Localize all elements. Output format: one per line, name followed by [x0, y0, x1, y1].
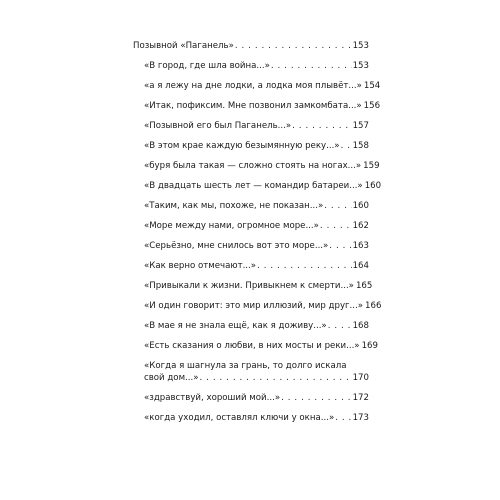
- toc-section-title: Позывной «Паганель»: [133, 41, 234, 51]
- toc-section: [133, 40, 369, 52]
- toc-entry: [133, 340, 378, 352]
- toc-entry-page: 157: [352, 121, 369, 131]
- toc-entry-title: «Есть сказания о любви, в них мосты и реки...»: [144, 341, 360, 351]
- toc-entry: [133, 260, 369, 272]
- toc-entry: [133, 300, 382, 312]
- toc-entry-page: 166: [365, 301, 382, 311]
- toc-entry-title: «Таким, как мы, похоже, не показан...»: [144, 201, 324, 211]
- dot-leader: [324, 200, 351, 212]
- toc-entry-title: «В этом крае каждую безымянную реку...»: [144, 141, 340, 151]
- dot-leader: [281, 392, 352, 404]
- toc-entry-page: 162: [352, 221, 369, 231]
- toc-entry: [133, 60, 369, 72]
- dot-leader: [335, 412, 351, 424]
- toc-entry: [133, 120, 369, 132]
- toc-entry-title: «Море между нами, огромное море...»: [144, 221, 319, 231]
- toc-entry-page: 170: [352, 373, 369, 383]
- dot-leader: [341, 140, 352, 152]
- toc-entry: [133, 200, 369, 212]
- dot-leader: [320, 220, 352, 232]
- toc-entry-title: «Привыкали к жизни. Привыкнем к смерти...»: [144, 281, 354, 291]
- toc-entry-page: 165: [355, 281, 373, 291]
- toc-entry-page: 160: [364, 181, 382, 191]
- toc-entry-page: 160: [352, 201, 369, 211]
- toc-entry: [133, 140, 369, 152]
- toc-entry: [133, 320, 369, 332]
- toc-entry: [133, 160, 380, 172]
- dot-leader: [257, 260, 352, 272]
- toc-entry-page: 164: [352, 261, 369, 271]
- toc-entry-page: 172: [352, 393, 369, 403]
- toc-entry: [133, 392, 369, 404]
- toc-entry: [133, 180, 382, 192]
- toc-section-page: 153: [352, 41, 369, 51]
- dot-leader: [329, 240, 351, 252]
- toc-entry-title-continued: свой дом...»: [144, 373, 199, 383]
- toc-entry: [133, 220, 369, 232]
- toc-entry-title: «Итак, пофиксим. Мне позвонил замкомбата...»: [144, 101, 362, 111]
- toc-entry-page: 163: [352, 241, 369, 251]
- toc-entry: [133, 240, 369, 252]
- toc-entry-page: 156: [363, 101, 381, 111]
- toc-entry-title: «В мае я не знала ещё, как я доживу...»: [144, 321, 327, 331]
- toc-entry-page: 169: [361, 341, 378, 351]
- toc-entry-title: «здравствуй, хороший мой...»: [144, 393, 281, 403]
- toc-entry-page: 153: [352, 61, 369, 71]
- toc-entry-page: 173: [352, 413, 369, 423]
- toc-entry-title: «Когда я шагнула за грань, то долго искала: [144, 361, 347, 371]
- toc-entry-title: «когда уходил, оставлял ключи у окна...»: [144, 413, 335, 423]
- toc-entry-page: 158: [352, 141, 369, 151]
- toc-entry-page: 168: [352, 321, 369, 331]
- toc-entry: [133, 280, 373, 292]
- dot-leader: [200, 372, 352, 384]
- toc-entry-title: «Как верно отмечают...»: [144, 261, 257, 271]
- toc-entry-title: «Серьёзно, мне снилось вот это море...»: [144, 241, 329, 251]
- dot-leader: [271, 60, 352, 72]
- toc-entry: [133, 100, 381, 112]
- toc-entry: [133, 412, 369, 424]
- toc-entry-title: «Позывной его был Паганель...»: [144, 121, 292, 131]
- toc-entry-page: 154: [363, 81, 381, 91]
- toc-entry-wrapped-line2: [133, 372, 369, 384]
- table-of-contents: [133, 40, 382, 432]
- dot-leader: [292, 120, 351, 132]
- dot-leader: [328, 320, 352, 332]
- toc-entry: [133, 80, 381, 92]
- toc-entry-title: «буря была такая — сложно стоять на ногах...»: [144, 161, 362, 171]
- toc-entry-title: «В двадцать шесть лет — командир батареи...»: [144, 181, 363, 191]
- toc-entry-title: «И один говорит: это мир иллюзий, мир друг...»: [144, 301, 364, 311]
- toc-entry-wrapped-line1: [133, 360, 369, 372]
- dot-leader: [235, 40, 352, 52]
- toc-entry-page: 159: [363, 161, 380, 171]
- toc-entry-title: «а я лежу на дне лодки, а лодка моя плывёт...»: [144, 81, 362, 91]
- toc-entry-title: «В город, где шла война...»: [144, 61, 270, 71]
